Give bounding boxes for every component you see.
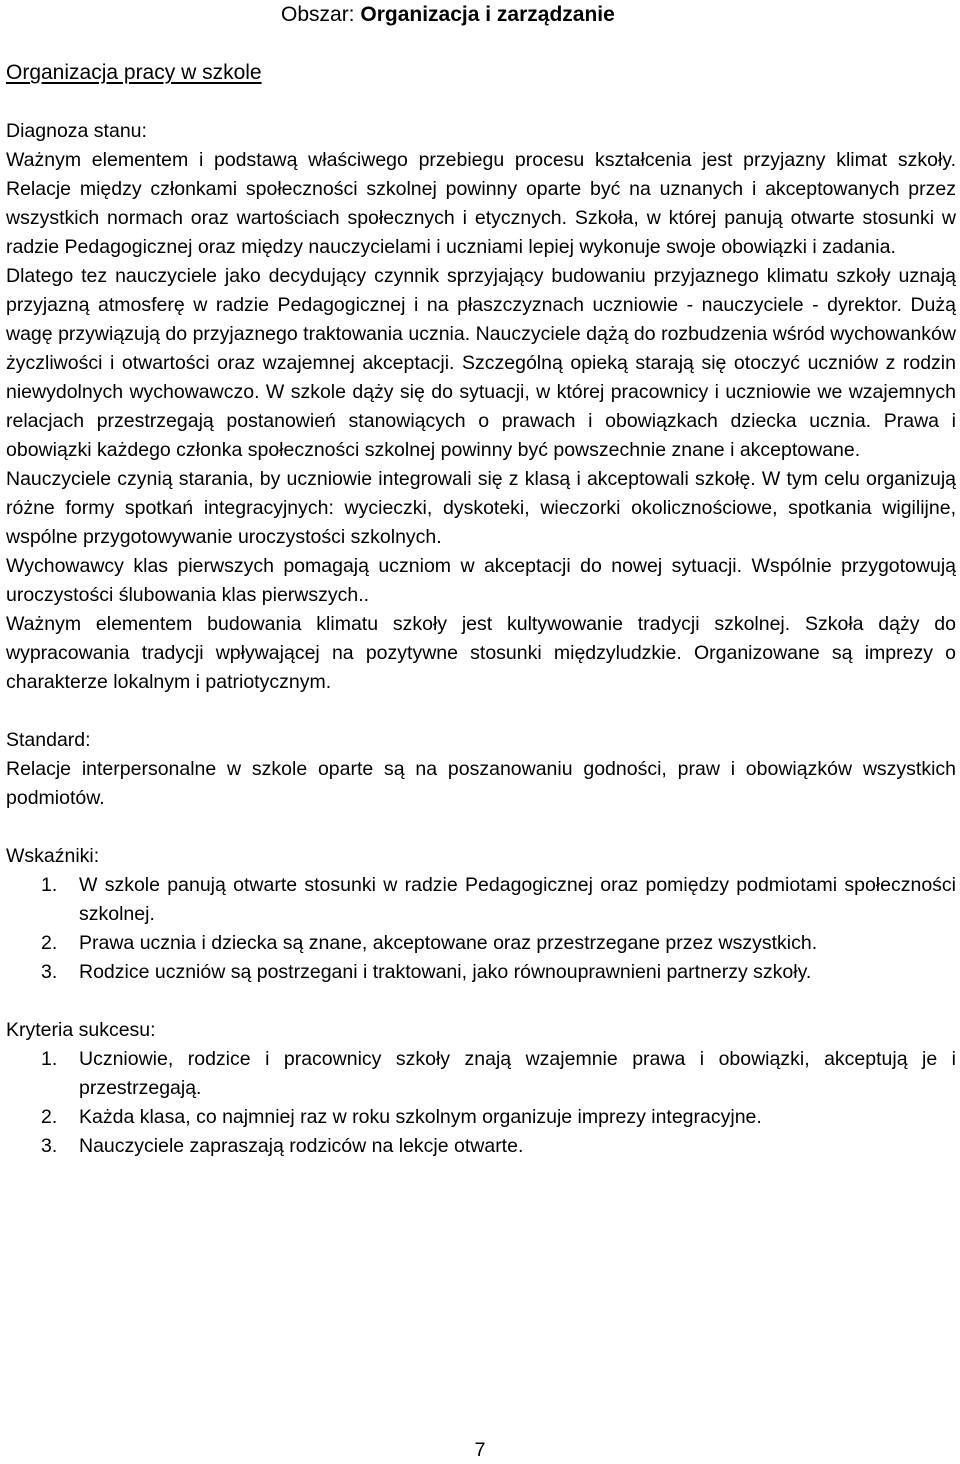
list-number: 3. <box>41 1135 58 1157</box>
indicator-text: W szkole panują otwarte stosunki w radzie Pedagogicznej oraz pomiędzy podmiotami społeczności szkolnej. <box>79 874 956 925</box>
section-title: Organizacja pracy w szkole <box>6 61 262 84</box>
diagnosis-paragraph-2: Dlatego tez nauczyciele jako decydujący czynnik sprzyjający budowaniu przyjaznego klimatu szkoły uznają przyjazną atmosferę w radzie Pedagogicznej i na płaszczyznach uczniowie - nauczyciele - dyrektor. Dużą wagę przywiązują do przyjaznego traktowania ucznia. Nauczyciele dążą do rozbudzenia wśród wychowanków życzliwości i otwartości oraz wzajemnej akceptacji. Szczególną opieką starają się otoczyć uczniów z rodzin niewydolnych wychowawczo. W szkole dąży się do sytuacji, w której pracownicy i uczniowie we wzajemnych relacjach przestrzegają postanowień stanowiących o prawach i obowiązkach dziecka ucznia. Prawa i obowiązki każdego członka społeczności szkolnej powinny być powszechnie znane i akceptowane. <box>6 265 956 461</box>
criterion-text: Każda klasa, co najmniej raz w roku szkolnym organizuje imprezy integracyjne. <box>79 1106 762 1128</box>
area-label: Obszar: <box>281 3 355 26</box>
diagnosis-paragraph-3: Nauczyciele czynią starania, by uczniowie integrowali się z klasą i akceptowali szkołę. W tym celu organizują różne formy spotkań integracyjnych: wycieczki, dyskoteki, wieczorki okolicznościowe, spotkania wigilijne, wspólne przygotowywanie uroczystości szkolnych. <box>6 468 956 548</box>
indicator-item <box>6 929 956 958</box>
diagnosis-paragraph-1: Ważnym elementem i podstawą właściwego przebiegu procesu kształcenia jest przyjazny klimat szkoły. Relacje między członkami społeczności szkolnej powinny oparte być na uznanych i akceptowanych przez wszystkich normach oraz wartościach społecznych i etycznych. Szkoła, w której panują otwarte stosunki w radzie Pedagogicznej oraz między nauczycielami i uczniami lepiej wykonuje swoje obowiązki i zadania. <box>6 149 956 258</box>
diagnosis-label: Diagnoza stanu: <box>6 120 147 142</box>
criterion-item <box>6 1132 956 1161</box>
indicator-text: Rodzice uczniów są postrzegani i traktowani, jako równouprawnieni partnerzy szkoły. <box>79 961 812 983</box>
success-criteria-label: Kryteria sukcesu: <box>6 1019 156 1041</box>
criterion-item <box>6 1103 956 1132</box>
page-number: 7 <box>474 1439 486 1461</box>
standard-label: Standard: <box>6 729 91 751</box>
indicators-label: Wskaźniki: <box>6 845 100 867</box>
indicator-text: Prawa ucznia i dziecka są znane, akceptowane oraz przestrzegane przez wszystkich. <box>79 932 818 954</box>
list-number: 2. <box>41 932 58 954</box>
list-number: 1. <box>41 1048 58 1070</box>
list-number: 1. <box>41 874 58 896</box>
diagnosis-paragraph-5: Ważnym elementem budowania klimatu szkoły jest kultywowanie tradycji szkolnej. Szkoła dąży do wypracowania tradycji wpływającej na pozytywne stosunki międzyludzkie. Organizowane są imprezy o charakterze lokalnym i patriotycznym. <box>6 613 956 693</box>
criterion-text: Uczniowie, rodzice i pracownicy szkoły znają wzajemnie prawa i obowiązki, akceptują je i przestrzegają. <box>79 1048 956 1099</box>
indicator-item <box>6 958 956 987</box>
criterion-item <box>6 1045 956 1103</box>
area-header <box>281 0 615 30</box>
criterion-text: Nauczyciele zapraszają rodziców na lekcje otwarte. <box>79 1135 524 1157</box>
document-body <box>6 117 956 1161</box>
list-number: 2. <box>41 1106 58 1128</box>
list-number: 3. <box>41 961 58 983</box>
indicators-list <box>6 871 956 987</box>
diagnosis-paragraph-4: Wychowawcy klas pierwszych pomagają uczniom w akceptacji do nowej sytuacji. Wspólnie przygotowują uroczystości ślubowania klas pierwszych.. <box>6 555 956 606</box>
success-criteria-list <box>6 1045 956 1161</box>
standard-text: Relacje interpersonalne w szkole oparte są na poszanowaniu godności, praw i obowiązków wszystkich podmiotów. <box>6 758 956 809</box>
area-value: Organizacja i zarządzanie <box>360 3 615 26</box>
indicator-item <box>6 871 956 929</box>
